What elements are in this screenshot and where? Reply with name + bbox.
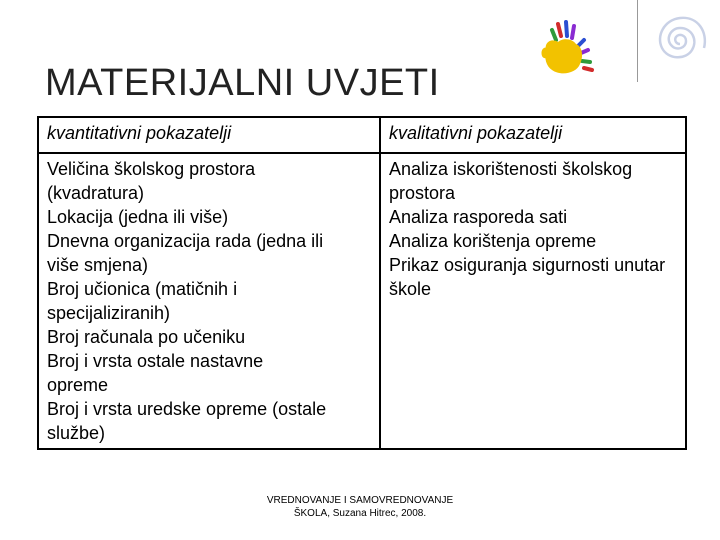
list-item: (kvadratura): [47, 183, 145, 203]
footer-line: ŠKOLA, Suzana Hitrec, 2008.: [293, 508, 427, 519]
list-item: službe): [47, 423, 106, 443]
slide-footer: [0, 494, 720, 520]
list-item: škole: [389, 279, 432, 299]
list-item: opreme: [47, 375, 109, 395]
list-item: Veličina školskog prostora: [47, 159, 256, 179]
quantitative-cell: [38, 153, 380, 449]
list-item: Broj i vrsta ostale nastavne: [47, 351, 264, 371]
list-item: Analiza korištenja opreme: [389, 231, 597, 251]
indicators-table: [37, 116, 687, 450]
header-quantitative: kvantitativni pokazatelji: [38, 117, 380, 153]
header-qualitative: kvalitativni pokazatelji: [380, 117, 686, 153]
footer-line: VREDNOVANJE I SAMOVREDNOVANJE: [266, 495, 454, 506]
list-item: više smjena): [47, 255, 149, 275]
slide-title: MATERIJALNI UVJETI: [45, 62, 440, 104]
list-item: Analiza rasporeda sati: [389, 207, 568, 227]
list-item: Dnevna organizacija rada (jedna ili: [47, 231, 324, 251]
qualitative-cell: [380, 153, 686, 449]
handprint-icon: [538, 16, 610, 80]
list-item: prostora: [389, 183, 456, 203]
header-divider-line: [637, 0, 638, 82]
list-item: Broj računala po učeniku: [47, 327, 246, 347]
table-header-row: [38, 117, 686, 153]
list-item: Broj učionica (matičnih i: [47, 279, 238, 299]
list-item: Prikaz osiguranja sigurnosti unutar: [389, 255, 666, 275]
table-row: [38, 153, 686, 449]
list-item: specijaliziranih): [47, 303, 171, 323]
list-item: Lokacija (jedna ili više): [47, 207, 229, 227]
list-item: Analiza iskorištenosti školskog: [389, 159, 633, 179]
list-item: Broj i vrsta uredske opreme (ostale: [47, 399, 327, 419]
spiral-icon: [640, 0, 720, 82]
